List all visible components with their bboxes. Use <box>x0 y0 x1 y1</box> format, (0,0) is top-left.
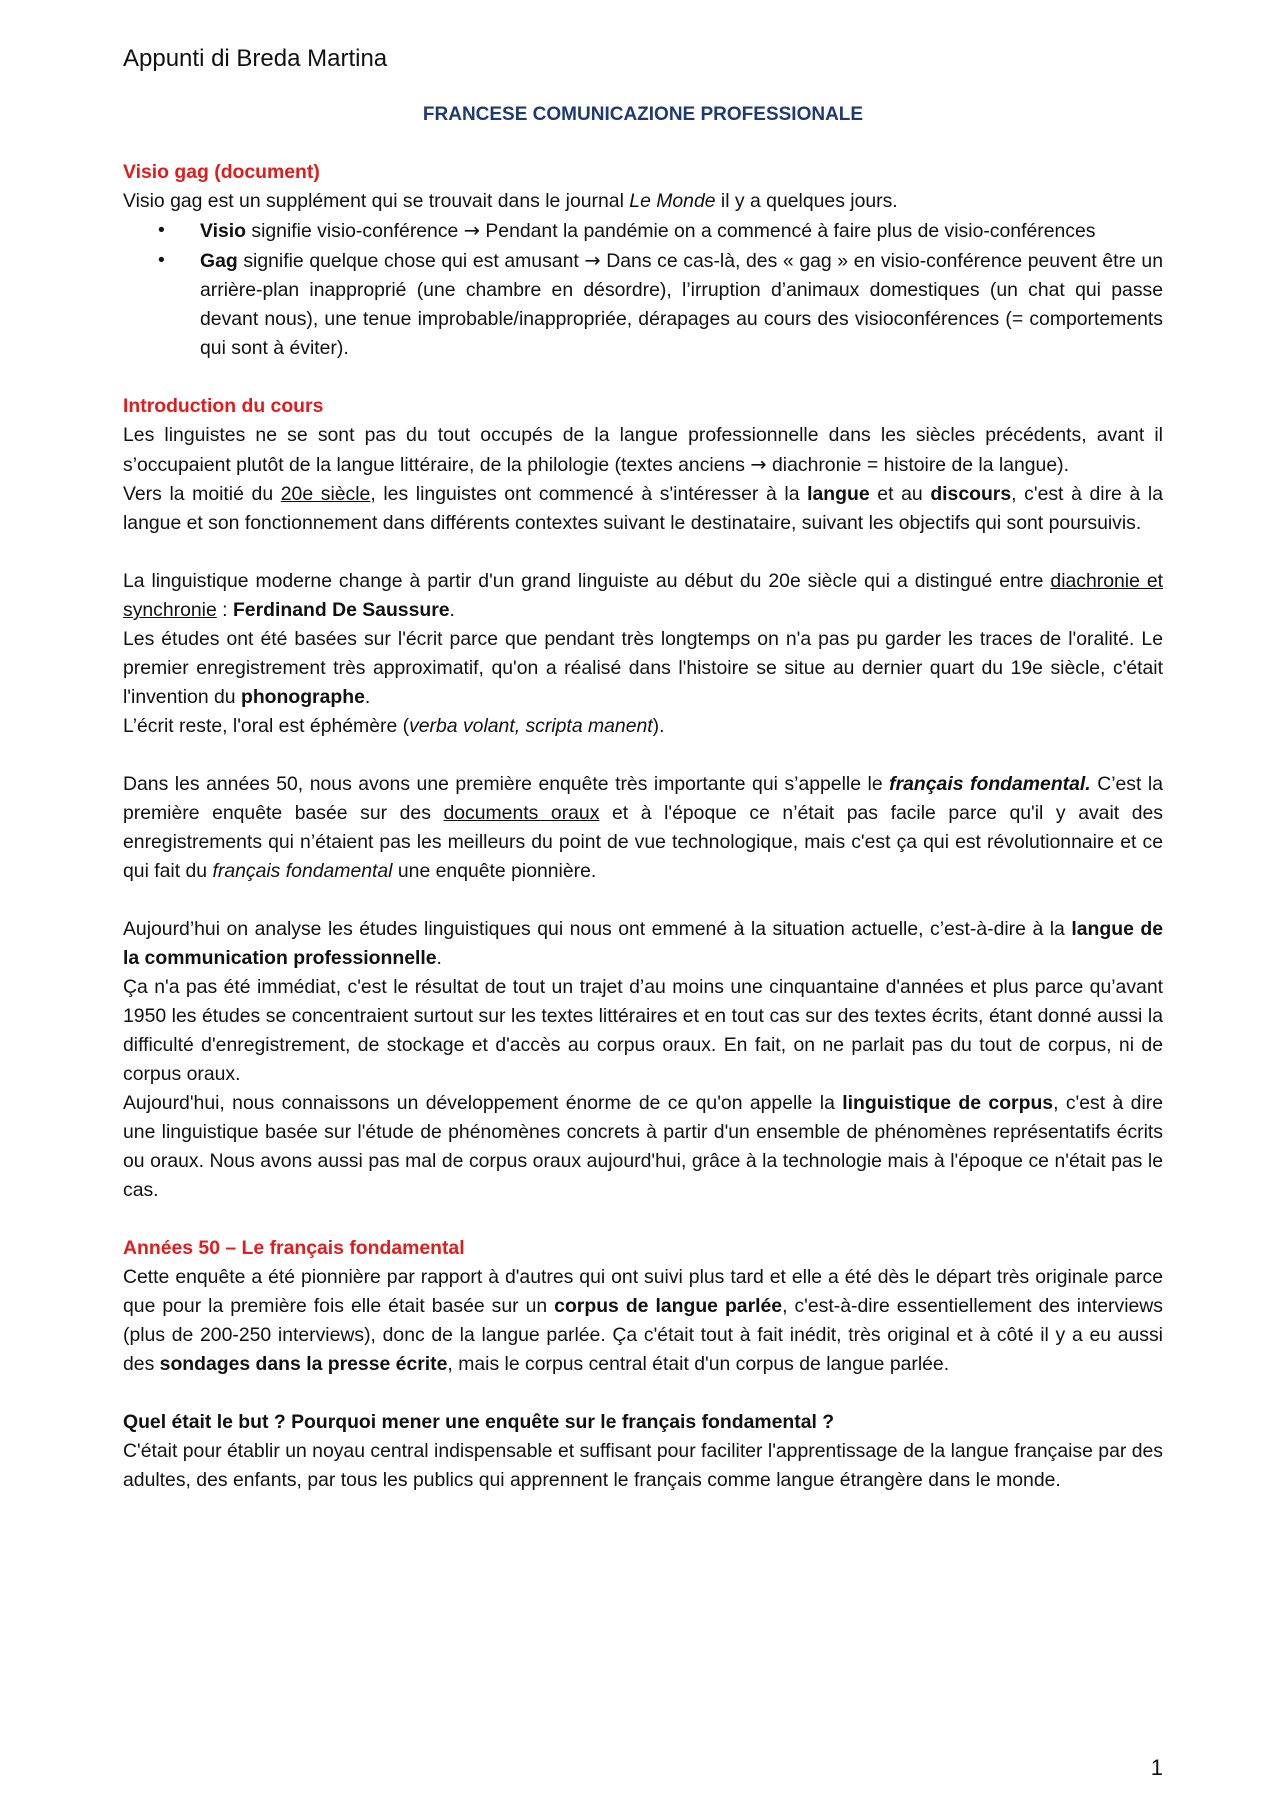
page-number: 1 <box>1150 1755 1163 1780</box>
paragraph: La linguistique moderne change à partir d'un grand linguiste au début du 20e siècle qui a distingué entre diachronie et synchronie : Ferdinand De Saussure. <box>123 570 1163 621</box>
list-item: • Gag signifie quelque chose qui est amusant → Dans ce cas-là, des « gag » en visio-conférence peuvent être un arrière-plan inapproprié (une chambre en désordre), l’irruption d’animaux domestiques (un chat qui passe devant nous), une tenue improbable/inappropriée, dérapages au cours des visioconférences (= comportements qui sont à éviter). <box>200 246 1163 363</box>
paragraph: Les études ont été basées sur l'écrit parce que pendant très longtemps on n'a pas pu garder les traces de l'oralité. Le premier enregistrement très approximatif, qu'on a réalisé dans l'histoire se situe au dernier quart du 19e siècle, c'était l'invention du phonographe. <box>123 628 1163 708</box>
paragraph: Cette enquête a été pionnière par rapport à d'autres qui ont suivi plus tard et elle a été dès le départ très originale parce que pour la première fois elle était basée sur un corpus de langue parlée, c'est-à-dire essentiellement des interviews (plus de 200-250 interviews), donc de la langue parlée. Ça c'était tout à fait inédit, très original et à côté il y a eu aussi des sondages dans la presse écrite, mais le corpus central était d'un corpus de langue parlée. <box>123 1266 1163 1375</box>
question-heading: Quel était le but ? Pourquoi mener une enquête sur le français fondamental ? <box>123 1411 835 1433</box>
paragraph: Aujourd'hui, nous connaissons un développement énorme de ce qu'on appelle la linguistique de corpus, c'est à dire une linguistique basée sur l'étude de phénomènes concrets à partir d'un ensemble de phénomènes représentatifs écrits ou oraux. Nous avons aussi pas mal de corpus oraux aujourd'hui, grâce à la technologie mais à l'époque ce n'était pas le cas. <box>123 1092 1163 1201</box>
paragraph: Ça n'a pas été immédiat, c'est le résultat de tout un trajet d’au moins une cinquantaine d'années et plus parce qu’avant 1950 les études se concentraient surtout sur les textes littéraires et en tout cas sur des textes écrits, étant donné aussi la difficulté d'enregistrement, de stockage et d'accès au corpus oraux. En fait, on ne parlait pas du tout de corpus, ni de corpus oraux. <box>123 976 1163 1085</box>
arrow-right-icon: → <box>750 453 767 476</box>
section-heading-annees-50: Années 50 – Le français fondamental <box>123 1237 465 1259</box>
document-title: FRANCESE COMUNICAZIONE PROFESSIONALE <box>422 104 864 125</box>
paragraph: C'était pour établir un noyau central indispensable et suffisant pour faciliter l'apprentissage de la langue française par des adultes, des enfants, par tous les publics qui apprennent le français comme langue étrangère dans le monde. <box>123 1440 1163 1491</box>
author-note: Appunti di Breda Martina <box>123 45 388 72</box>
visio-gag-list <box>123 216 1163 363</box>
list-item: • Visio signifie visio-conférence → Pendant la pandémie on a commencé à faire plus de visio-conférences <box>200 216 1163 246</box>
section-heading-visio-gag: Visio gag (document) <box>123 161 320 183</box>
arrow-right-icon: → <box>584 249 601 272</box>
paragraph: Les linguistes ne se sont pas du tout occupés de la langue professionnelle dans les siècles précédents, avant il s’occupaient plutôt de la langue littéraire, de la philologie (textes anciens → diachronie = histoire de la langue). <box>123 424 1163 476</box>
paragraph: Dans les années 50, nous avons une première enquête très importante qui s’appelle le français fondamental. C’est la première enquête basée sur des documents oraux et à l'époque ce n’était pas facile parce qu'il y avait des enregistrements qui n’étaient pas les meilleurs du point de vue technologique, mais c'est ça qui est révolutionnaire et ce qui fait du français fondamental une enquête pionnière. <box>123 773 1164 882</box>
section-heading-introduction: Introduction du cours <box>123 395 324 417</box>
paragraph: Aujourd’hui on analyse les études linguistiques qui nous ont emmené à la situation actuelle, c’est-à-dire à la langue de la communication professionnelle. <box>123 918 1163 969</box>
document-body <box>123 158 1163 1495</box>
arrow-right-icon: → <box>463 219 480 242</box>
paragraph: L’écrit reste, l'oral est éphémère (verba volant, scripta manent). <box>123 715 665 737</box>
paragraph-visio-intro: Visio gag est un supplément qui se trouvait dans le journal Le Monde il y a quelques jours. <box>123 190 898 212</box>
paragraph: Vers la moitié du 20e siècle, les linguistes ont commencé à s'intéresser à la langue et au discours, c'est à dire à la langue et son fonctionnement dans différents contextes suivant le destinataire, suivant les objectifs qui sont poursuivis. <box>123 483 1164 534</box>
